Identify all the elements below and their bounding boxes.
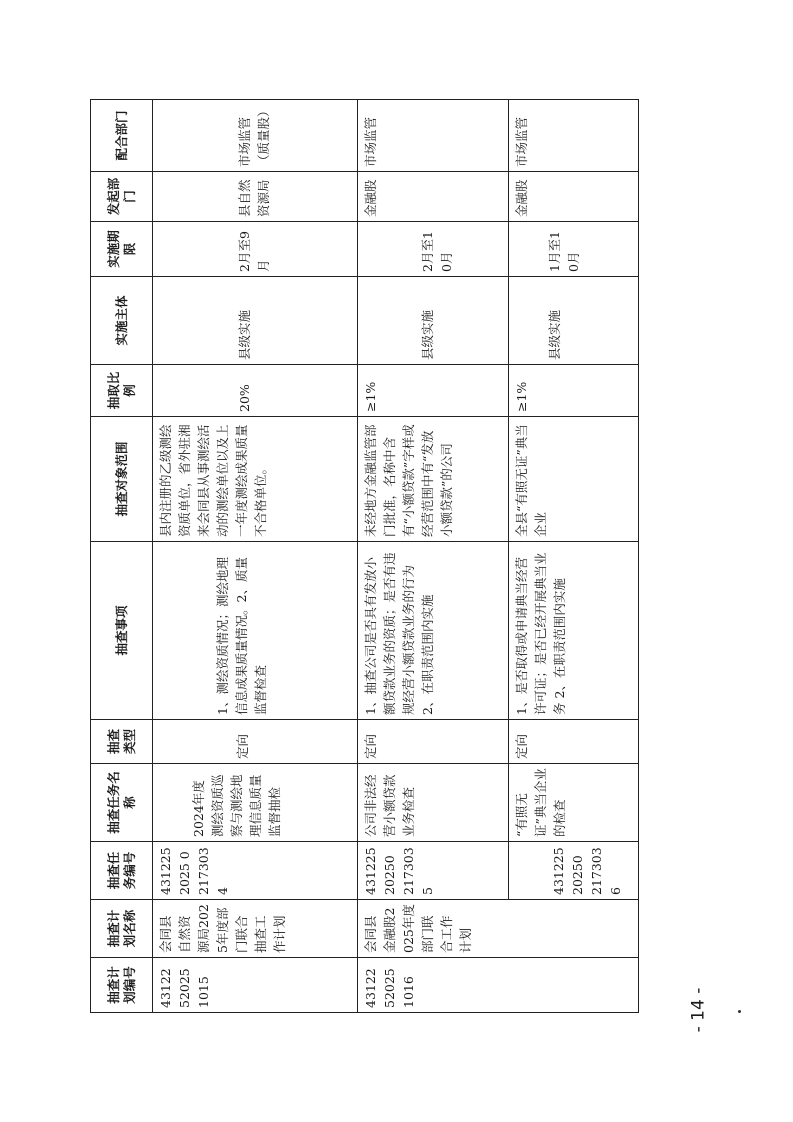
cell-task-no: 43122520250 2173035 bbox=[358, 842, 509, 900]
cell-subject: 县级实施 bbox=[509, 277, 639, 365]
cell-ratio: ≥1% bbox=[358, 365, 509, 417]
header-ratio: 抽取比例 bbox=[91, 365, 153, 417]
cell-check-items: 1、是否取得或申请典当经营许可证；是否已经开展典当业务 2、在职责范围内实施 bbox=[509, 542, 639, 720]
header-subject: 实施主体 bbox=[91, 277, 153, 365]
header-task-no: 抽查任务编号 bbox=[91, 842, 153, 900]
header-initiator: 发起部门 bbox=[91, 172, 153, 222]
cell-task-name: “有照无证”典当企业的检查 bbox=[509, 764, 639, 842]
page-number: - 14 - bbox=[688, 987, 709, 1033]
cell-plan-name: 会同县金融股2025年度部门联合工作计划 bbox=[358, 900, 639, 958]
header-coop: 配合部门 bbox=[91, 100, 153, 172]
header-plan-no: 抽查计划编号 bbox=[91, 958, 153, 1013]
header-task-name: 抽查任务名称 bbox=[91, 764, 153, 842]
cell-ratio: 20% bbox=[153, 365, 358, 417]
rotated-table-wrapper bbox=[90, 100, 638, 1013]
table-sheet bbox=[90, 100, 638, 1013]
cell-coop: 市场监管（质量股） bbox=[153, 100, 358, 172]
cell-task-no: 43122520250 2173036 bbox=[509, 842, 639, 900]
cell-period: 2月至10月 bbox=[358, 222, 509, 277]
cell-subject: 县级实施 bbox=[358, 277, 509, 365]
cell-initiator: 金融股 bbox=[509, 172, 639, 222]
header-period: 实施期限 bbox=[91, 222, 153, 277]
cell-check-type: 定向 bbox=[358, 720, 509, 764]
table-row bbox=[509, 100, 639, 1013]
header-check-type: 抽查类型 bbox=[91, 720, 153, 764]
cell-coop: 市场监管 bbox=[358, 100, 509, 172]
cell-period: 2月至9月 bbox=[153, 222, 358, 277]
cell-check-items: 1、测绘资质情况；测绘地理信息成果质量情况。2、质量监督检查 bbox=[153, 542, 358, 720]
cell-initiator: 县自然资源局 bbox=[153, 172, 358, 222]
header-check-scope: 抽查对象范围 bbox=[91, 417, 153, 542]
header-plan-name: 抽查计划名称 bbox=[91, 900, 153, 958]
cell-ratio: ≥1% bbox=[509, 365, 639, 417]
cell-task-name: 2024年度测绘资质巡察与测绘地理信息质量监督抽检 bbox=[153, 764, 358, 842]
cell-task-name: 公司非法经营小额贷款业务检查 bbox=[358, 764, 509, 842]
cell-coop: 市场监管 bbox=[509, 100, 639, 172]
header-check-items: 抽查事项 bbox=[91, 542, 153, 720]
table-row bbox=[358, 100, 509, 1013]
cell-plan-name: 会同县自然资源局2025年度部门联合抽查工作计划 bbox=[153, 900, 358, 958]
cell-subject: 县级实施 bbox=[153, 277, 358, 365]
cell-task-no: 4312252025 02173034 bbox=[153, 842, 358, 900]
cell-initiator: 金融股 bbox=[358, 172, 509, 222]
cell-check-items: 1、抽查公司是否具有发放小额贷款业务的资质；是否有违规经营小额贷款业务的行为 2、在职责范围内实施 bbox=[358, 542, 509, 720]
table-row bbox=[153, 100, 358, 1013]
header-row bbox=[91, 100, 153, 1013]
cell-plan-no: 4312252025 1015 bbox=[153, 958, 358, 1013]
cell-check-type: 定向 bbox=[153, 720, 358, 764]
cell-check-scope: 全县“有照无证”典当企业 bbox=[509, 417, 639, 542]
cell-check-scope: 未经地方金融监管部门批准，名称中含有“小额贷款”字样或经营范围中有“发放小额贷款”的公司 bbox=[358, 417, 509, 542]
cell-check-type: 定向 bbox=[509, 720, 639, 764]
cell-period: 1月至10月 bbox=[509, 222, 639, 277]
cell-check-scope: 县内注册的乙级测绘资质单位，省外驻湘来会同县从事测绘活动的测绘单位以及上一年度测绘成果质量不合格单位。 bbox=[153, 417, 358, 542]
scan-speck bbox=[738, 1010, 741, 1013]
cell-plan-no: 4312252025 1016 bbox=[358, 958, 639, 1013]
spot-check-table bbox=[90, 99, 639, 1013]
